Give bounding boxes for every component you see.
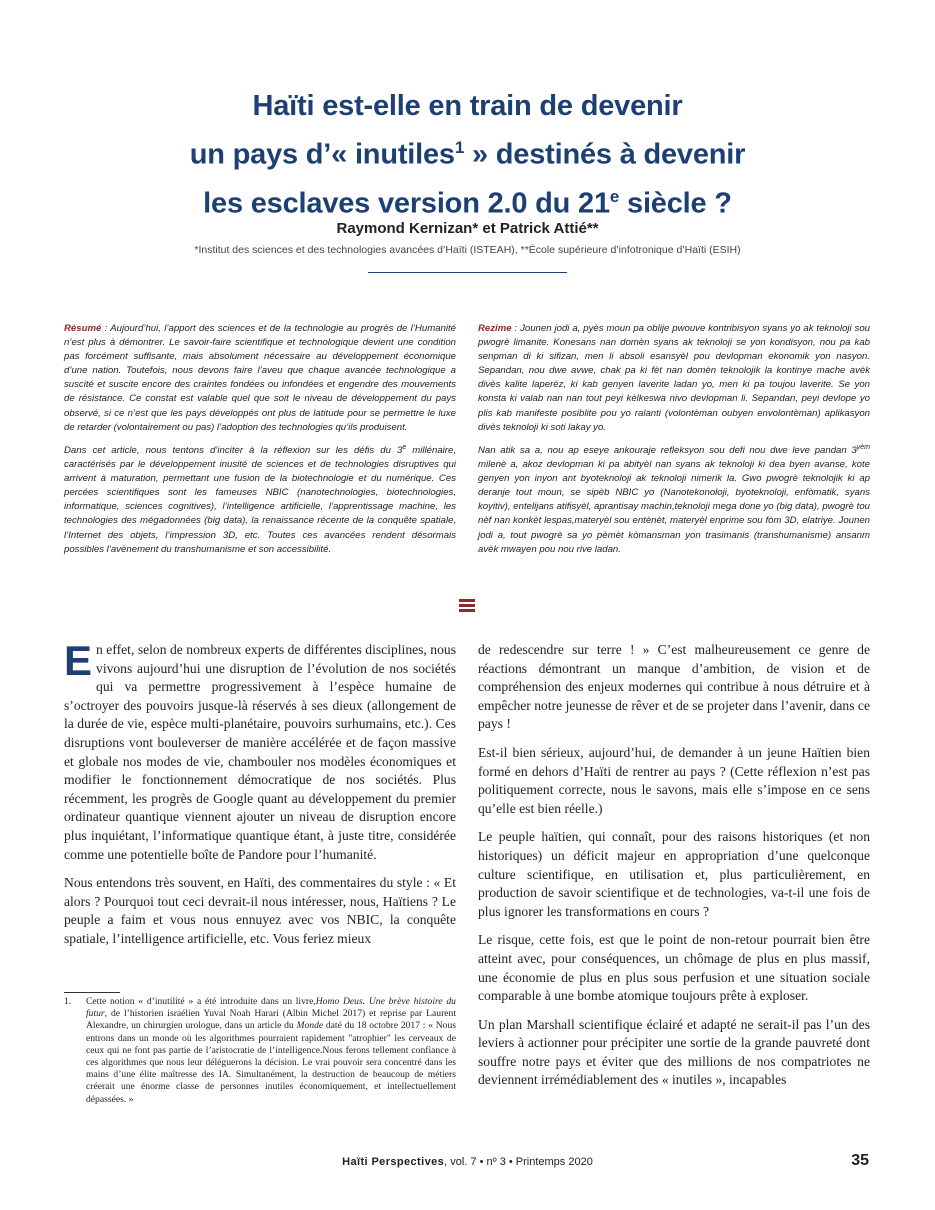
footnote-newspaper: Monde <box>296 1020 324 1032</box>
body-right-p2: Est-il bien sérieux, aujourd’hui, de demander à un jeune Haïtien bien formé en dehors d’Haïti de rentrer au pays ? (Cette réflexion n’est pas politiquement correcte, nous le savons, mais elle s’impose en ce sens qu’elle est bien réelle.) <box>478 744 870 816</box>
page-footer <box>0 1156 935 1168</box>
body-column-right <box>478 641 870 1100</box>
affiliation: *Institut des sciences et des technologies avancées d’Haïti (ISTEAH), **École supérieure d’infotronique d’Haïti (ESIH) <box>194 244 741 256</box>
abstract-creole-p1: Rezime : Jounen jodi a, pyès moun pa oblije pwouve kontribisyon syans yo ak teknoloji sou pwogrè limanite. Konesans nan domèn syans ak teknoloji se yon kondisyon, nou pa kab senpman di ki sifizan, men li absoli esansyèl pou devlopman ekonomik yon nasyon. Sepandan, nou dwe avwe, chak pa ki fèt nan domèn teknolojik la kontinye mache avèk divès kalite laperèz, ki kab genyen laverite ladan yo, men ki pa toujou laverite. Se yon konsta ki valab nan nan tout peyi kèlkeswa nivo devlopman li. Sepandan, peyi devlope yo plis kab manifeste posiblite pou yo ralanti (volontèman oubyen envolontèman) aplikasyon divès teknoloji ki soti lakay yo. <box>478 323 870 433</box>
body-right-p1: de redescendre sur terre ! » C’est malheureusement ce genre de réactions démontrant un manque d’ambition, de vision et de compréhension des enjeux modernes qui contribue à nous détruire et à empêcher notre jeunesse de rêver et de se projeter dans l’avenir, dans ce pays ! <box>478 642 870 732</box>
abstract-french-p1: Résumé : Aujourd’hui, l’apport des sciences et de la technologie au progrès de l’Humanité n’est plus à démontrer. Le savoir-faire scientifique et technologique devient une condition pas forcément suffisante, mais absolument nécessaire au développement économique d’une nation. Toutefois, nous devons faire l’aveu que chaque avancée technologique a suscité et suscite encore des craintes fondées ou infondées et engendre des mouvements de résistance. Ce constat est valable quel que soit le niveau de développement du pays observé, si ce n’est que les pays développés ont plus de latitude pour se permettre le luxe de retarder (volontairement ou pas) l’adoption des technologies qu’ils produisent. <box>64 323 456 433</box>
body-right-p3: Le peuple haïtien, qui connaît, pour des raisons historiques (et non historiques) un déficit majeur en appropriation d’une quelconque culture scientifique, en utilisation et, plus particulièrement, en production de savoir scientifique et de technologies, va-t-il une fois de plus ignorer les transformations en cours ? <box>478 829 870 919</box>
footnote-divider <box>64 992 120 993</box>
menu-icon <box>459 599 475 613</box>
footnote <box>64 996 456 1106</box>
title-line-3: les esclaves version 2.0 du 21e siècle ? <box>203 186 732 220</box>
abstract-french-label: Résumé <box>64 323 102 334</box>
abstract-creole-p2: Nan atik sa a, nou ap eseye ankouraje refleksyon sou defi nou dwe leve pandan $3^{yèm}$ milenè a, akoz devlopman ki pa abityèl nan syans ak teknoloji ki dea byen avanse, kote genyen yon inyon ant byoteknoloji ak teknoloji nimerik la. Gwo pwogrè teknolojik ki ap deranje tout moun, se sipèb NBIC yo (Nanotekonoloji, byoteknoloji, enfòmatik, syans koyitiv), entelijans atifisyèl, aprantisay machin,teknoloji mega done yo (big data), pwogrè tou nèf nan konkèt lespas,materyèl sou entènèt, materyèl enprime sou fòm 3D, elatriye. Jounen jodi a, tout pwogrè sa yo pèmèt kòmansman yon trasimanis (transhumanisme) ansanm avèk mwayen pou nou rive ladan. <box>478 443 870 555</box>
abstract-french <box>64 322 456 563</box>
dropcap: E <box>64 637 93 684</box>
body-right-p5: Un plan Marshall scientifique éclairé et adapté ne serait-il pas l’un des leviers à actionner pour précipiter une sortie de la grande pauvreté dont souffre notre pays et éviter que des millions de nos compatriotes ne deviennent irrémédiablement des « inutiles », incapables <box>478 1016 870 1088</box>
title-divider <box>368 272 567 273</box>
page-number: 35 <box>851 1152 869 1169</box>
abstract-french-p2: Dans cet article, nous tentons d’inciter à la réflexion sur les défis du 3e millénaire, caractérisés par le développement inusité de sciences et de technologies disruptives qui arrivent à maturation, permettant une fusion de la biotechnologie et du numérique. Ces percées scientifiques sont les fameuses NBIC (nanotechnologies, biotechnologies, informatique, sciences cognitives), l’intelligence artificielle, l’apprentissage machine, les technologies des mégadonnées (big data), la renaissance récente de la conquête spatiale, l’Internet des objets, l’impression 3D, etc. Toutes ces avancées rendent désormais possibles l’avènement du transhumanisme et son accessibilité. <box>64 443 456 555</box>
body-column-left <box>64 637 456 959</box>
title-line-2: un pays d’« inutiles$^1$ » destinés à devenir <box>189 138 746 171</box>
title-line-1: Haïti est-elle en train de devenir <box>252 90 683 122</box>
abstract-creole <box>478 322 870 563</box>
body-left-p1: En effet, selon de nombreux experts de différentes disciplines, nous vivons aujourd’hui une disruption de l’évolution de nos sociétés qui va permettre progressivement à l’espèce humaine de s’octroyer des pouvoirs jusque-là réservés à ses dieux (allongement de la durée de vie, espèce multi-planétaire, pouvoirs surhumains, etc.). Ces disruptions vont bouleverser de manière accélérée et de façon massive et globale nos modes de vie, chambouler nos modèles économiques et modifier le fonctionnement démocratique de nos sociétés. Plus récemment, les progrès de Google quant au développement du premier ordinateur quantique viennent ajouter un niveau de disruption encore plus inquiétant, l’informatique quantique étant, à juste titre, considérée comme une potentielle boîte de Pandore pour l’humanité. <box>64 637 456 862</box>
footnote-text: Cette notion « d’inutilité » a été introduite dans un livre,Homo Deus. Une brève histoire du futur, de l’historien israélien Yuval Noah Harari (Albin Michel 2017) et reprise par Laurent Alexandre, un chirurgien urologue, dans un article du Monde daté du 18 octobre 2017 : « Nous entrons dans un monde où les algorithmes pourraient rapidement "atrophier" les cerveaux de ceux qui ne font pas partie de l’aristocratie de l’intelligence.Nous ferons tellement confiance à ces algorithmes que nous leur déléguerons la décision. Le vrai pouvoir sera concentré dans les mains d’une élite maîtresse des IA. Simultanément, la destruction de beaucoup de métiers créerait une énorme classe de personnes inutiles économiquement, et intellectuellement dépassées. » <box>86 996 457 1105</box>
article-title <box>60 86 875 224</box>
abstract-creole-label: Rezime <box>478 323 512 334</box>
authors: Raymond Kernizan* et Patrick Attié** <box>336 220 599 237</box>
body-right-p4: Le risque, cette fois, est que le point de non-retour pourrait bien être atteint avec, pour conséquences, un chômage de plus en plus massif, une économie de plus en plus sous perfusion et une situation sociale comparable à une bombe atomique toujours prête à exploser. <box>478 932 870 1004</box>
journal-name: Haïti Perspectives <box>342 1156 445 1168</box>
footnote-book-title: Homo Deus. Une brève histoire du futur <box>86 996 456 1020</box>
footnote-number: 1. <box>64 996 72 1007</box>
body-left-p2: Nous entendons très souvent, en Haïti, des commentaires du style : « Et alors ? Pourquoi tout ceci devrait-il nous intéresser, nous, Haïtiens ? Le peuple a faim et vous nous ennuyez avec vos NBIC, la conquête spatiale, l’intelligence artificielle, etc. Vous feriez mieux <box>64 875 456 946</box>
issue-info: , vol. 7 • nº 3 • Printemps 2020 <box>444 1156 593 1168</box>
